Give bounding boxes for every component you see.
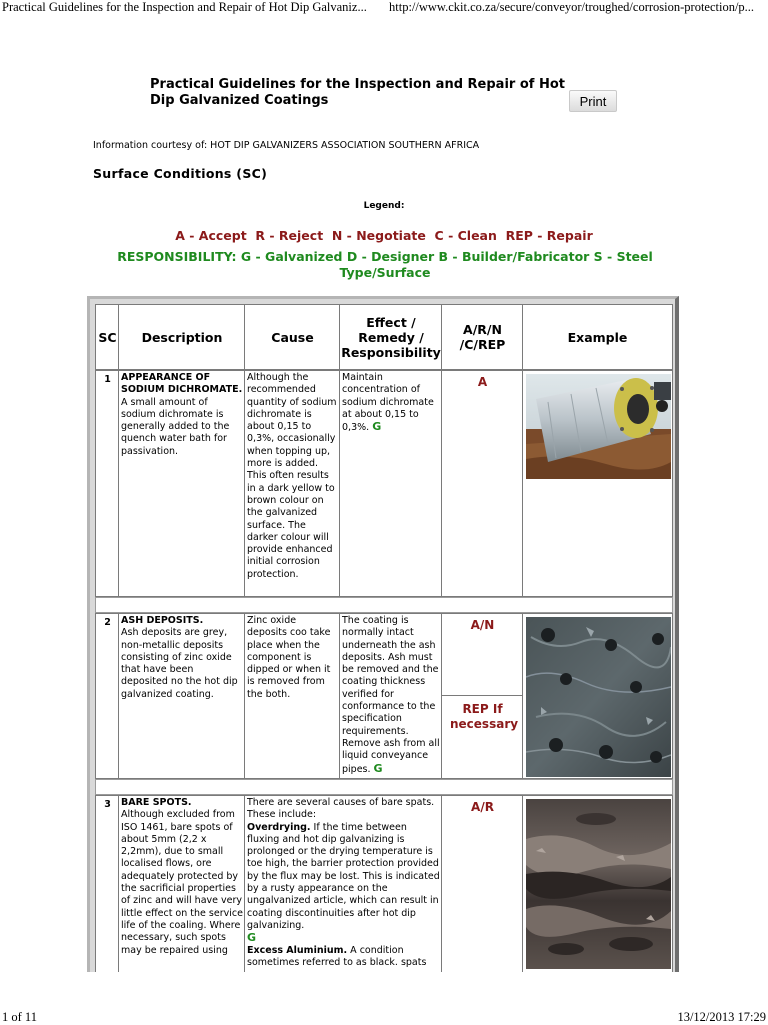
legend-title: Legend: [363, 201, 405, 211]
row1-description [118, 370, 246, 597]
row2-code-repair: REP If necessary [441, 695, 524, 779]
browser-url[interactable]: http://www.ckit.co.za/secure/conveyor/troughed/corrosion-protection/p... [389, 0, 755, 14]
row2-resp: G [373, 761, 383, 775]
header-effect: Effect / Remedy / Responsibility [339, 304, 443, 370]
print-button[interactable]: Print [569, 90, 617, 112]
row2-cause: Zinc oxide deposits coo take place when the component is dipped or when it is removed from the both. [244, 613, 341, 779]
row1-effect-text: Maintain concentration of sodium dichromate at about 0,15 to 0,3%. [342, 372, 434, 434]
row3-sc: 3 [95, 795, 120, 972]
row3-cause-aluminium [247, 945, 440, 970]
row3-desc-body: Although excluded from ISO 1461, bare spots of about 5mm (2,2 x 2,2mm), due to small localised flows, ore adequately protected by the sacrificial properties of zinc and will have very little effect on the service life of the coaling. Where necessary, such spots may be repaired using [121, 809, 243, 956]
row3-description [118, 795, 246, 972]
row1-desc-title: APPEARANCE OF SODIUM DICHROMATE. [121, 372, 243, 396]
browser-page-title: Practical Guidelines for the Inspection and Repair of Hot Dip Galvaniz... [2, 0, 367, 14]
galvanized-pipe-photo [526, 374, 671, 479]
row3-cause-heading-1: Overdrying. [247, 821, 311, 833]
page-number: 1 of 11 [2, 1010, 37, 1024]
responsibility-legend: RESPONSIBILITY: G - Galvanized D - Designer B - Builder/Fabricator S - Steel Type/Surface [117, 249, 653, 280]
row3-desc-title: BARE SPOTS. [121, 797, 192, 808]
row2-example [522, 613, 673, 779]
header-code: A/R/N /C/REP [441, 304, 524, 370]
row3-cause-text-2: A condition sometimes referred to as black. spats [247, 944, 427, 968]
header-example: Example [522, 304, 673, 370]
row-spacer [95, 779, 673, 795]
section-title: Surface Conditions (SC) [93, 166, 268, 181]
print-datetime: 13/12/2013 17:29 [677, 1010, 766, 1024]
row1-effect [339, 370, 443, 597]
row3-cause-intro: There are several causes of bare spats. These include: [247, 797, 435, 821]
row1-resp: G [372, 420, 382, 434]
row2-desc-title: ASH DEPOSITS. [121, 615, 204, 626]
row3-cause [244, 795, 443, 972]
header-sc: SC [95, 304, 120, 370]
row3-cause-heading-2: Excess Aluminium. [247, 944, 348, 956]
row1-sc: 1 [95, 370, 120, 597]
row-spacer [95, 597, 673, 613]
row3-cause-text-1: If the time between fluxing and hot dip galvanizing is prolonged or the drying temperature is toe high, the barrier protection provided by the flux may be lost. This is indicated by a rusty appearance on the ungalvanized article, which can result in coating discontinuities after hot dip galvanizing. [247, 821, 440, 931]
row2-effect-text: The coating is normally intact underneath the ash deposits. Ash must be removed and the coating thickness verified for conformance to the specification requirements. Remove ash from all liquid conveyance pipes. [342, 615, 440, 775]
bare-spots-photo [526, 799, 671, 969]
row3-example [522, 795, 673, 972]
row3-code: A/R [441, 795, 524, 972]
row1-cause: Although the recommended quantity of sodium dichromate is about 0,15 to 0,3%, occasionally when topping up, more is added. This often results in a dark yellow to brown colour on the galvanized surface. The darker colour will provide enhanced initial corrosion protection. [244, 370, 341, 597]
legend-codes: A - Accept R - Reject N - Negotiate C - Clean REP - Repair [175, 228, 593, 243]
row2-effect [339, 613, 443, 779]
document-title: Practical Guidelines for the Inspection and Repair of Hot Dip Galvanized Coatings [150, 77, 565, 108]
row1-code: A [441, 370, 524, 597]
header-cause: Cause [244, 304, 341, 370]
row2-description [118, 613, 246, 779]
row1-desc-body: A small amount of sodium dichromate is generally added to the quench water bath for passivation. [121, 396, 230, 457]
header-description: Description [118, 304, 246, 370]
row2-code: A/N [441, 613, 524, 697]
info-courtesy: Information courtesy of: HOT DIP GALVANIZERS ASSOCIATION SOUTHERN AFRICA [93, 140, 480, 151]
row3-cause-overdrying [247, 822, 440, 933]
row2-desc-body: Ash deposits are grey, non-metallic deposits consisting of zinc oxide that have been deposited no the hot dip galvanized coating. [121, 627, 238, 700]
conditions-table [87, 296, 679, 972]
row2-sc: 2 [95, 613, 120, 779]
row3-resp: G [247, 931, 257, 945]
row1-example [522, 370, 673, 597]
ash-deposits-photo [526, 617, 671, 777]
